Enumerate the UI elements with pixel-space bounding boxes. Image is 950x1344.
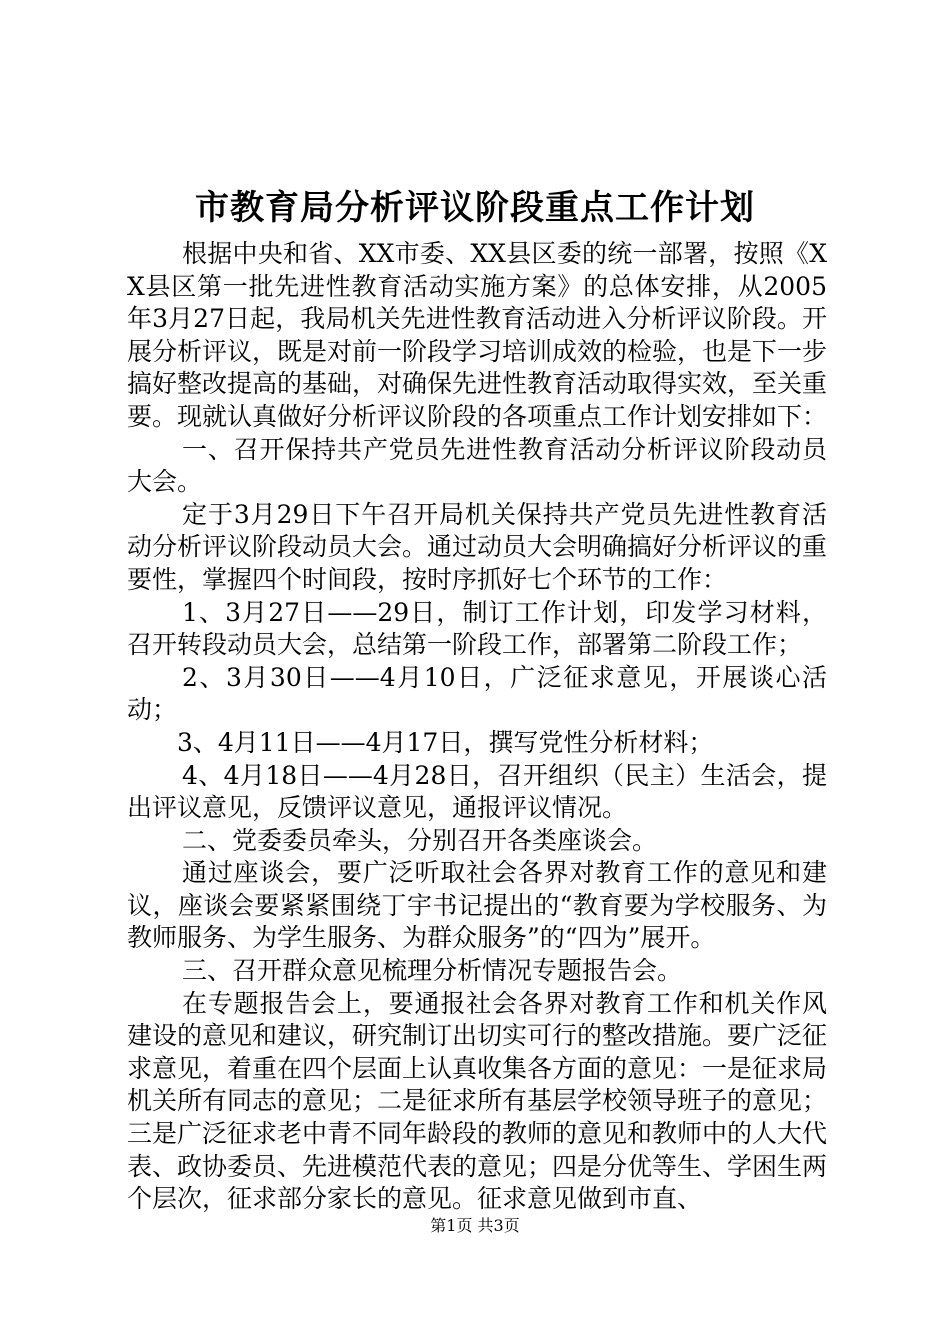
paragraph-step-3: 3、4月11日——4月17日，撰写党性分析材料； [177, 727, 714, 757]
paragraph-section-2-body: 通过座谈会，要广泛听取社会各界对教育工作的意见和建议，座谈会要紧紧围绕丁宇书记提出的“教育要为学校服务、为教师服务、为学生服务、为群众服务”的“四为”展开。 [127, 858, 827, 953]
paragraph-section-3-heading: 三、召开群众意见梳理分析情况专题报告会。 [182, 956, 683, 986]
document-body [127, 238, 827, 1216]
paragraph-section-2-heading: 二、党委委员牵头，分别召开各类座谈会。 [182, 825, 658, 855]
paragraph-step-1: 1、3月27日——29日，制订工作计划，印发学习材料，召开转段动员大会，总结第一阶段工作，部署第二阶段工作； [127, 597, 827, 660]
paragraph-step-2: 2、3月30日——4月10日，广泛征求意见，开展谈心活动； [127, 662, 827, 725]
paragraph-section-1-heading: 一、召开保持共产党员先进性教育活动分析评议阶段动员大会。 [127, 434, 827, 497]
document-title: 市教育局分析评议阶段重点工作计划 [195, 188, 755, 228]
paragraph-section-3-body: 在专题报告会上，要通报社会各界对教育工作和机关作风建设的意见和建议，研究制订出切实可行的整改措施。要广泛征求意见，着重在四个层面上认真收集各方面的意见：一是征求局机关所有同志的意见；二是征求所有基层学校领导班子的意见；三是广泛征求老中青不同年龄段的教师的意见和教师中的人大代表、政协委员、先进模范代表的意见；四是分优等生、学困生两个层次，征求部分家长的意见。征求意见做到市直、 [127, 988, 828, 1214]
paragraph-intro: 根据中央和省、XX市委、XX县区委的统一部署，按照《XX县区第一批先进性教育活动实施方案》的总体安排，从2005年3月27日起，我局机关先进性教育活动进入分析评议阶段。开展分析评议，既是对前一阶段学习培训成效的检验，也是下一步搞好整改提高的基础，对确保先进性教育活动取得实效，至关重要。现就认真做好分析评议阶段的各项重点工作计划安排如下： [127, 239, 828, 431]
page-footer: 第1页 共3页 [430, 1216, 520, 1235]
paragraph-section-1-body: 定于3月29日下午召开局机关保持共产党员先进性教育活动分析评议阶段动员大会。通过动员大会明确搞好分析评议的重要性，掌握四个时间段，按时序抓好七个环节的工作： [127, 499, 828, 594]
paragraph-step-4: 4、4月18日——4月28日，召开组织（民主）生活会，提出评议意见，反馈评议意见，通报评议情况。 [127, 760, 827, 823]
